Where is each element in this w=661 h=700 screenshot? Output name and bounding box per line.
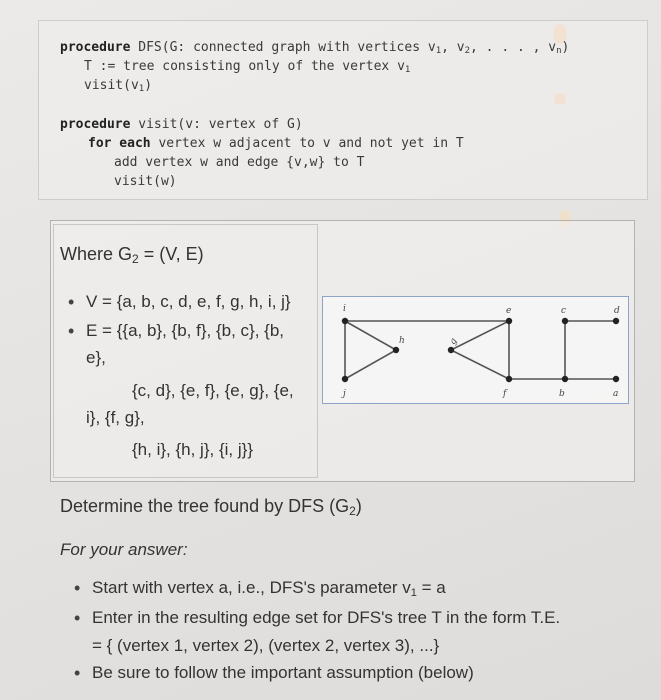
label-a: a	[613, 389, 619, 399]
label-f: f	[503, 389, 507, 399]
vertex-f	[506, 376, 512, 382]
instruction-assumption: Be sure to follow the important assumption (below)	[92, 663, 474, 682]
label-g: g	[448, 336, 460, 347]
vertex-b	[562, 376, 568, 382]
vertex-c	[562, 318, 568, 324]
bullet-dot: •	[74, 663, 81, 683]
label-h: h	[399, 336, 405, 346]
visit-recurse-line: visit(w)	[114, 174, 177, 189]
label-e: e	[506, 306, 512, 316]
label-c: c	[561, 306, 567, 316]
bullet-dot: •	[74, 578, 81, 598]
label-b: b	[559, 389, 565, 399]
graph-title: Where G2 = (V, E)	[60, 244, 204, 266]
edge-set-line-1: E = {{a, b}, {b, f}, {b, c}, {b,	[86, 321, 285, 340]
visit-signature: procedure visit(v: vertex of G)	[60, 117, 303, 132]
instruction-format-line-2: = { (vertex 1, vertex 2), (vertex 2, vertex 3), ...}	[92, 636, 440, 655]
instruction-format-line-1: Enter in the resulting edge set for DFS's tree T in the form T.E.	[92, 608, 561, 627]
dfs-line-visit: $visit(v_1)$	[84, 78, 153, 94]
visit-add-line: add vertex w and edge {v,w} to T	[114, 155, 365, 170]
label-i: i	[343, 304, 346, 314]
vertex-d	[613, 318, 619, 324]
edge-set-line-4: i}, {f, g},	[86, 408, 145, 427]
dfs-line-tree: T := tree consisting only of the vertex $v_1$	[84, 59, 411, 75]
question-title: Determine the tree found by DFS (G2)	[60, 496, 362, 518]
vertex-i	[342, 318, 348, 324]
edge-set-line-2: e},	[86, 348, 106, 367]
visit-for-line: for each vertex w adjacent to v and not yet in T	[88, 136, 464, 151]
edge-set-line-3: {c, d}, {e, f}, {e, g}, {e,	[132, 381, 294, 400]
instruction-start-vertex: Start with vertex a, i.e., DFS's parameter v1 = a	[92, 578, 446, 599]
graph-svg	[323, 297, 628, 403]
vertex-g	[448, 347, 454, 353]
bullet-dot: •	[68, 321, 75, 341]
bullet-dot: •	[74, 608, 81, 628]
label-d: d	[614, 306, 620, 316]
edge-set-line-5: {h, i}, {h, j}, {i, j}}	[132, 440, 253, 459]
vertex-h	[393, 347, 399, 353]
vertex-j	[342, 376, 348, 382]
for-your-answer: For your answer:	[60, 540, 188, 559]
vertex-set: V = {a, b, c, d, e, f, g, h, i, j}	[86, 292, 291, 311]
bullet-dot: •	[68, 292, 75, 312]
vertex-a	[613, 376, 619, 382]
graph-figure	[322, 296, 629, 404]
label-j: j	[343, 389, 346, 399]
dfs-signature: procedure DFS(G: connected graph with vertices $v_1$, $v_2$, . . . , $v_n$)	[60, 40, 570, 56]
vertex-e	[506, 318, 512, 324]
